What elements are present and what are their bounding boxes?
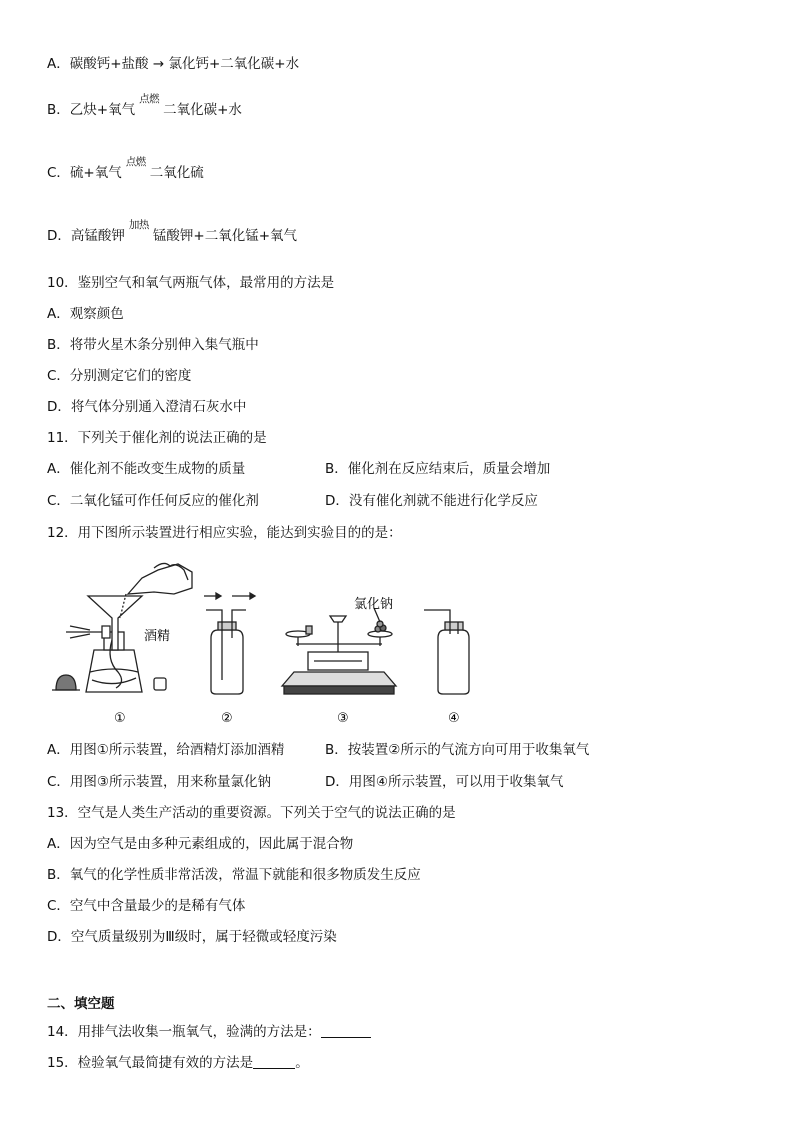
option-prefix: A．	[47, 56, 70, 72]
q9-option-b	[47, 93, 242, 119]
reaction-condition	[125, 219, 153, 245]
figure-number-4: ④	[448, 711, 460, 726]
q12-option-c: C．用图③所示装置，用来称量氯化钠	[47, 774, 272, 790]
q13-option-b: B．氧气的化学性质非常活泼，常温下就能和很多物质发生反应	[47, 867, 421, 883]
q12-option-a: A．用图①所示装置，给酒精灯添加酒精	[47, 742, 285, 758]
equation-right: 二氧化碳+水	[163, 102, 242, 118]
q10-option-d: D．将气体分别通入澄清石灰水中	[47, 399, 247, 415]
q11-option-b: B．催化剂在反应结束后，质量会增加	[325, 461, 551, 477]
q15-stem: 15．检验氧气最简捷有效的方法是	[47, 1055, 254, 1071]
condition-text: 点燃	[125, 156, 146, 168]
q15	[47, 1054, 309, 1072]
gas-collecting-bottle-4	[424, 610, 469, 694]
equation-left: 乙炔+氧气	[69, 102, 136, 118]
label-sodium-chloride: 氯化钠	[354, 597, 394, 612]
condition-text: 加热	[128, 219, 149, 231]
q12-option-d: D．用图④所示装置，可以用于收集氧气	[325, 774, 564, 790]
q13-option-a: A．因为空气是由多种元素组成的，因此属于混合物	[47, 836, 354, 852]
condition-text: 点燃	[139, 93, 160, 105]
option-text: 碳酸钙+盐酸 → 氯化钙+二氧化碳+水	[69, 56, 300, 72]
alcohol-lamp-apparatus	[52, 563, 192, 692]
q11-option-d: D．没有催化剂就不能进行化学反应	[325, 493, 538, 509]
q13-option-c: C．空气中含量最少的是稀有气体	[47, 898, 246, 914]
figure-number-1: ①	[114, 711, 126, 726]
q11-option-a: A．催化剂不能改变生成物的质量	[47, 461, 246, 477]
q11-stem: 11．下列关于催化剂的说法正确的是	[47, 430, 267, 446]
q15-end: 。	[295, 1055, 309, 1071]
reaction-condition	[135, 93, 163, 119]
figure-number-2: ②	[221, 711, 233, 726]
reaction-condition	[122, 156, 150, 182]
q9-option-a	[47, 55, 299, 73]
q9-option-d	[47, 219, 298, 245]
q10-option-b: B．将带火星木条分别伸入集气瓶中	[47, 337, 259, 353]
apparatus-figure	[46, 560, 486, 730]
equation-right: 二氧化硫	[149, 165, 204, 181]
q10-option-c: C．分别测定它们的密度	[47, 368, 192, 384]
q14-answer-blank[interactable]	[321, 1023, 371, 1038]
balance-apparatus	[282, 608, 396, 694]
option-prefix: C．	[47, 165, 70, 181]
q13-stem: 13．空气是人类生产活动的重要资源。下列关于空气的说法正确的是	[47, 805, 456, 821]
equation-left: 高锰酸钾	[70, 228, 125, 244]
q14	[47, 1023, 371, 1041]
q11-option-c: C．二氧化锰可作任何反应的催化剂	[47, 493, 259, 509]
q10-option-a: A．观察颜色	[47, 306, 124, 322]
label-alcohol: 酒精	[144, 629, 171, 644]
q9-option-c	[47, 156, 204, 182]
q13-option-d: D．空气质量级别为Ⅲ级时，属于轻微或轻度污染	[47, 929, 337, 945]
equation-right: 锰酸钾+二氧化锰+氧气	[152, 228, 298, 244]
q12-option-b: B．按装置②所示的气流方向可用于收集氧气	[325, 742, 590, 758]
section-title: 二、填空题	[47, 996, 115, 1012]
q10-stem: 10．鉴别空气和氧气两瓶气体，最常用的方法是	[47, 275, 335, 291]
q15-answer-blank[interactable]	[253, 1054, 295, 1069]
gas-collecting-bottle-2	[204, 593, 255, 694]
q14-stem: 14．用排气法收集一瓶氧气，验满的方法是：	[47, 1024, 321, 1040]
equation-left: 硫+氧气	[69, 165, 122, 181]
option-prefix: B．	[47, 102, 70, 118]
q12-stem: 12．用下图所示装置进行相应实验，能达到实验目的的是：	[47, 525, 402, 541]
figure-number-3: ③	[337, 711, 349, 726]
option-prefix: D．	[47, 228, 71, 244]
